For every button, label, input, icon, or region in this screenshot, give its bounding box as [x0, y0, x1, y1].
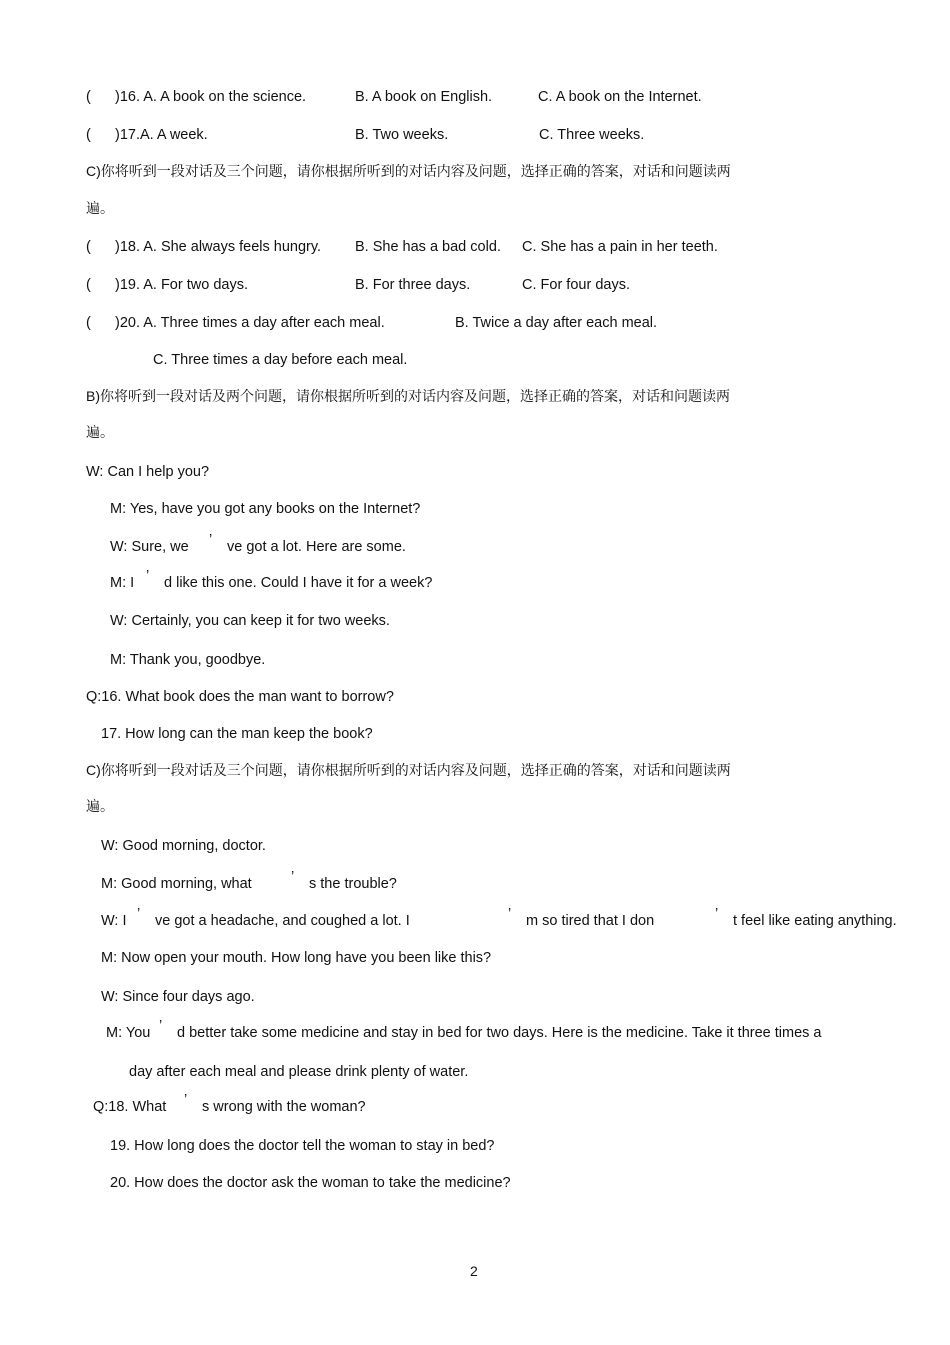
q17-option-b: B. Two weeks. [355, 127, 449, 143]
q19-paren: ( [86, 277, 91, 293]
dialogue-line: ve got a lot. Here are some. [227, 539, 406, 555]
q20-option-c: C. Three times a day before each meal. [153, 352, 408, 368]
apostrophe: ’ [146, 568, 150, 584]
q16-option-a: )16. A. A book on the science. [115, 89, 307, 105]
script-b-question: Q:16. What book does the man want to borrow? [86, 689, 394, 705]
dialogue-line: s the trouble? [309, 876, 397, 892]
apostrophe: ’ [159, 1018, 163, 1034]
dialogue-line: M: Thank you, goodbye. [110, 652, 266, 668]
page-number: 2 [470, 1263, 478, 1279]
apostrophe: ’ [508, 906, 512, 922]
dialogue-line: d better take some medicine and stay in bed for two days. Here is the medicine. Take it three times a [177, 1025, 822, 1041]
script-c-question: 19. How long does the doctor tell the woman to stay in bed? [110, 1138, 495, 1154]
q20-option-b: B. Twice a day after each meal. [455, 315, 658, 331]
q16-option-b: B. A book on English. [355, 89, 493, 105]
dialogue-line: M: You [106, 1025, 151, 1041]
apostrophe: ’ [184, 1092, 188, 1108]
q19-option-b: B. For three days. [355, 277, 471, 293]
q17-option-a: )17.A. A week. [115, 127, 208, 143]
dialogue-line: ve got a headache, and coughed a lot. I [155, 913, 410, 929]
apostrophe: ’ [209, 532, 213, 548]
dialogue-line: M: I [110, 575, 135, 591]
q17-paren: ( [86, 127, 91, 143]
script-c-question: s wrong with the woman? [202, 1099, 366, 1115]
dialogue-line: t feel like eating anything. [733, 913, 897, 929]
script-c-question: 20. How does the doctor ask the woman to take the medicine? [110, 1175, 511, 1191]
script-b-instruction-cont: 遍。 [86, 424, 114, 440]
q20-option-a: )20. A. Three times a day after each meal. [115, 315, 385, 331]
dialogue-line: W: Good morning, doctor. [101, 838, 266, 854]
q18-paren: ( [86, 239, 91, 255]
dialogue-line: W: Can I help you? [86, 464, 210, 480]
q17-option-c: C. Three weeks. [539, 127, 645, 143]
q19-option-c: C. For four days. [522, 277, 630, 293]
dialogue-line: W: I [101, 913, 127, 929]
script-b-instruction: B)你将听到一段对话及两个问题，请你根据所听到的对话内容及问题，选择正确的答案，对话和问题读两 [86, 388, 730, 404]
dialogue-line: day after each meal and please drink plenty of water. [129, 1064, 469, 1080]
q18-option-a: )18. A. She always feels hungry. [115, 239, 322, 255]
dialogue-line: W: Since four days ago. [101, 989, 255, 1005]
dialogue-line: M: Good morning, what [101, 876, 252, 892]
script-b-question: 17. How long can the man keep the book? [101, 726, 373, 742]
dialogue-line: W: Certainly, you can keep it for two weeks. [110, 613, 390, 629]
section-c-instruction-cont: 遍。 [86, 200, 114, 216]
apostrophe: ’ [291, 869, 295, 885]
q20-paren: ( [86, 315, 91, 331]
dialogue-line: M: Now open your mouth. How long have you been like this? [101, 950, 492, 966]
section-c-instruction: C)你将听到一段对话及三个问题，请你根据所听到的对话内容及问题，选择正确的答案，对话和问题读两 [86, 163, 731, 179]
dialogue-line: m so tired that I don [526, 913, 655, 929]
script-c-question: Q:18. What [93, 1099, 167, 1115]
q19-option-a: )19. A. For two days. [115, 277, 248, 293]
dialogue-line: d like this one. Could I have it for a week? [164, 575, 433, 591]
apostrophe: ’ [137, 906, 141, 922]
apostrophe: ’ [715, 906, 719, 922]
script-c-instruction: C)你将听到一段对话及三个问题，请你根据所听到的对话内容及问题，选择正确的答案，对话和问题读两 [86, 762, 731, 778]
q18-option-b: B. She has a bad cold. [355, 239, 501, 255]
q16-option-c: C. A book on the Internet. [538, 89, 702, 105]
q18-option-c: C. She has a pain in her teeth. [522, 239, 718, 255]
dialogue-line: W: Sure, we [110, 539, 189, 555]
script-c-instruction-cont: 遍。 [86, 798, 114, 814]
q16-paren: ( [86, 89, 91, 105]
dialogue-line: M: Yes, have you got any books on the Internet? [110, 501, 421, 517]
